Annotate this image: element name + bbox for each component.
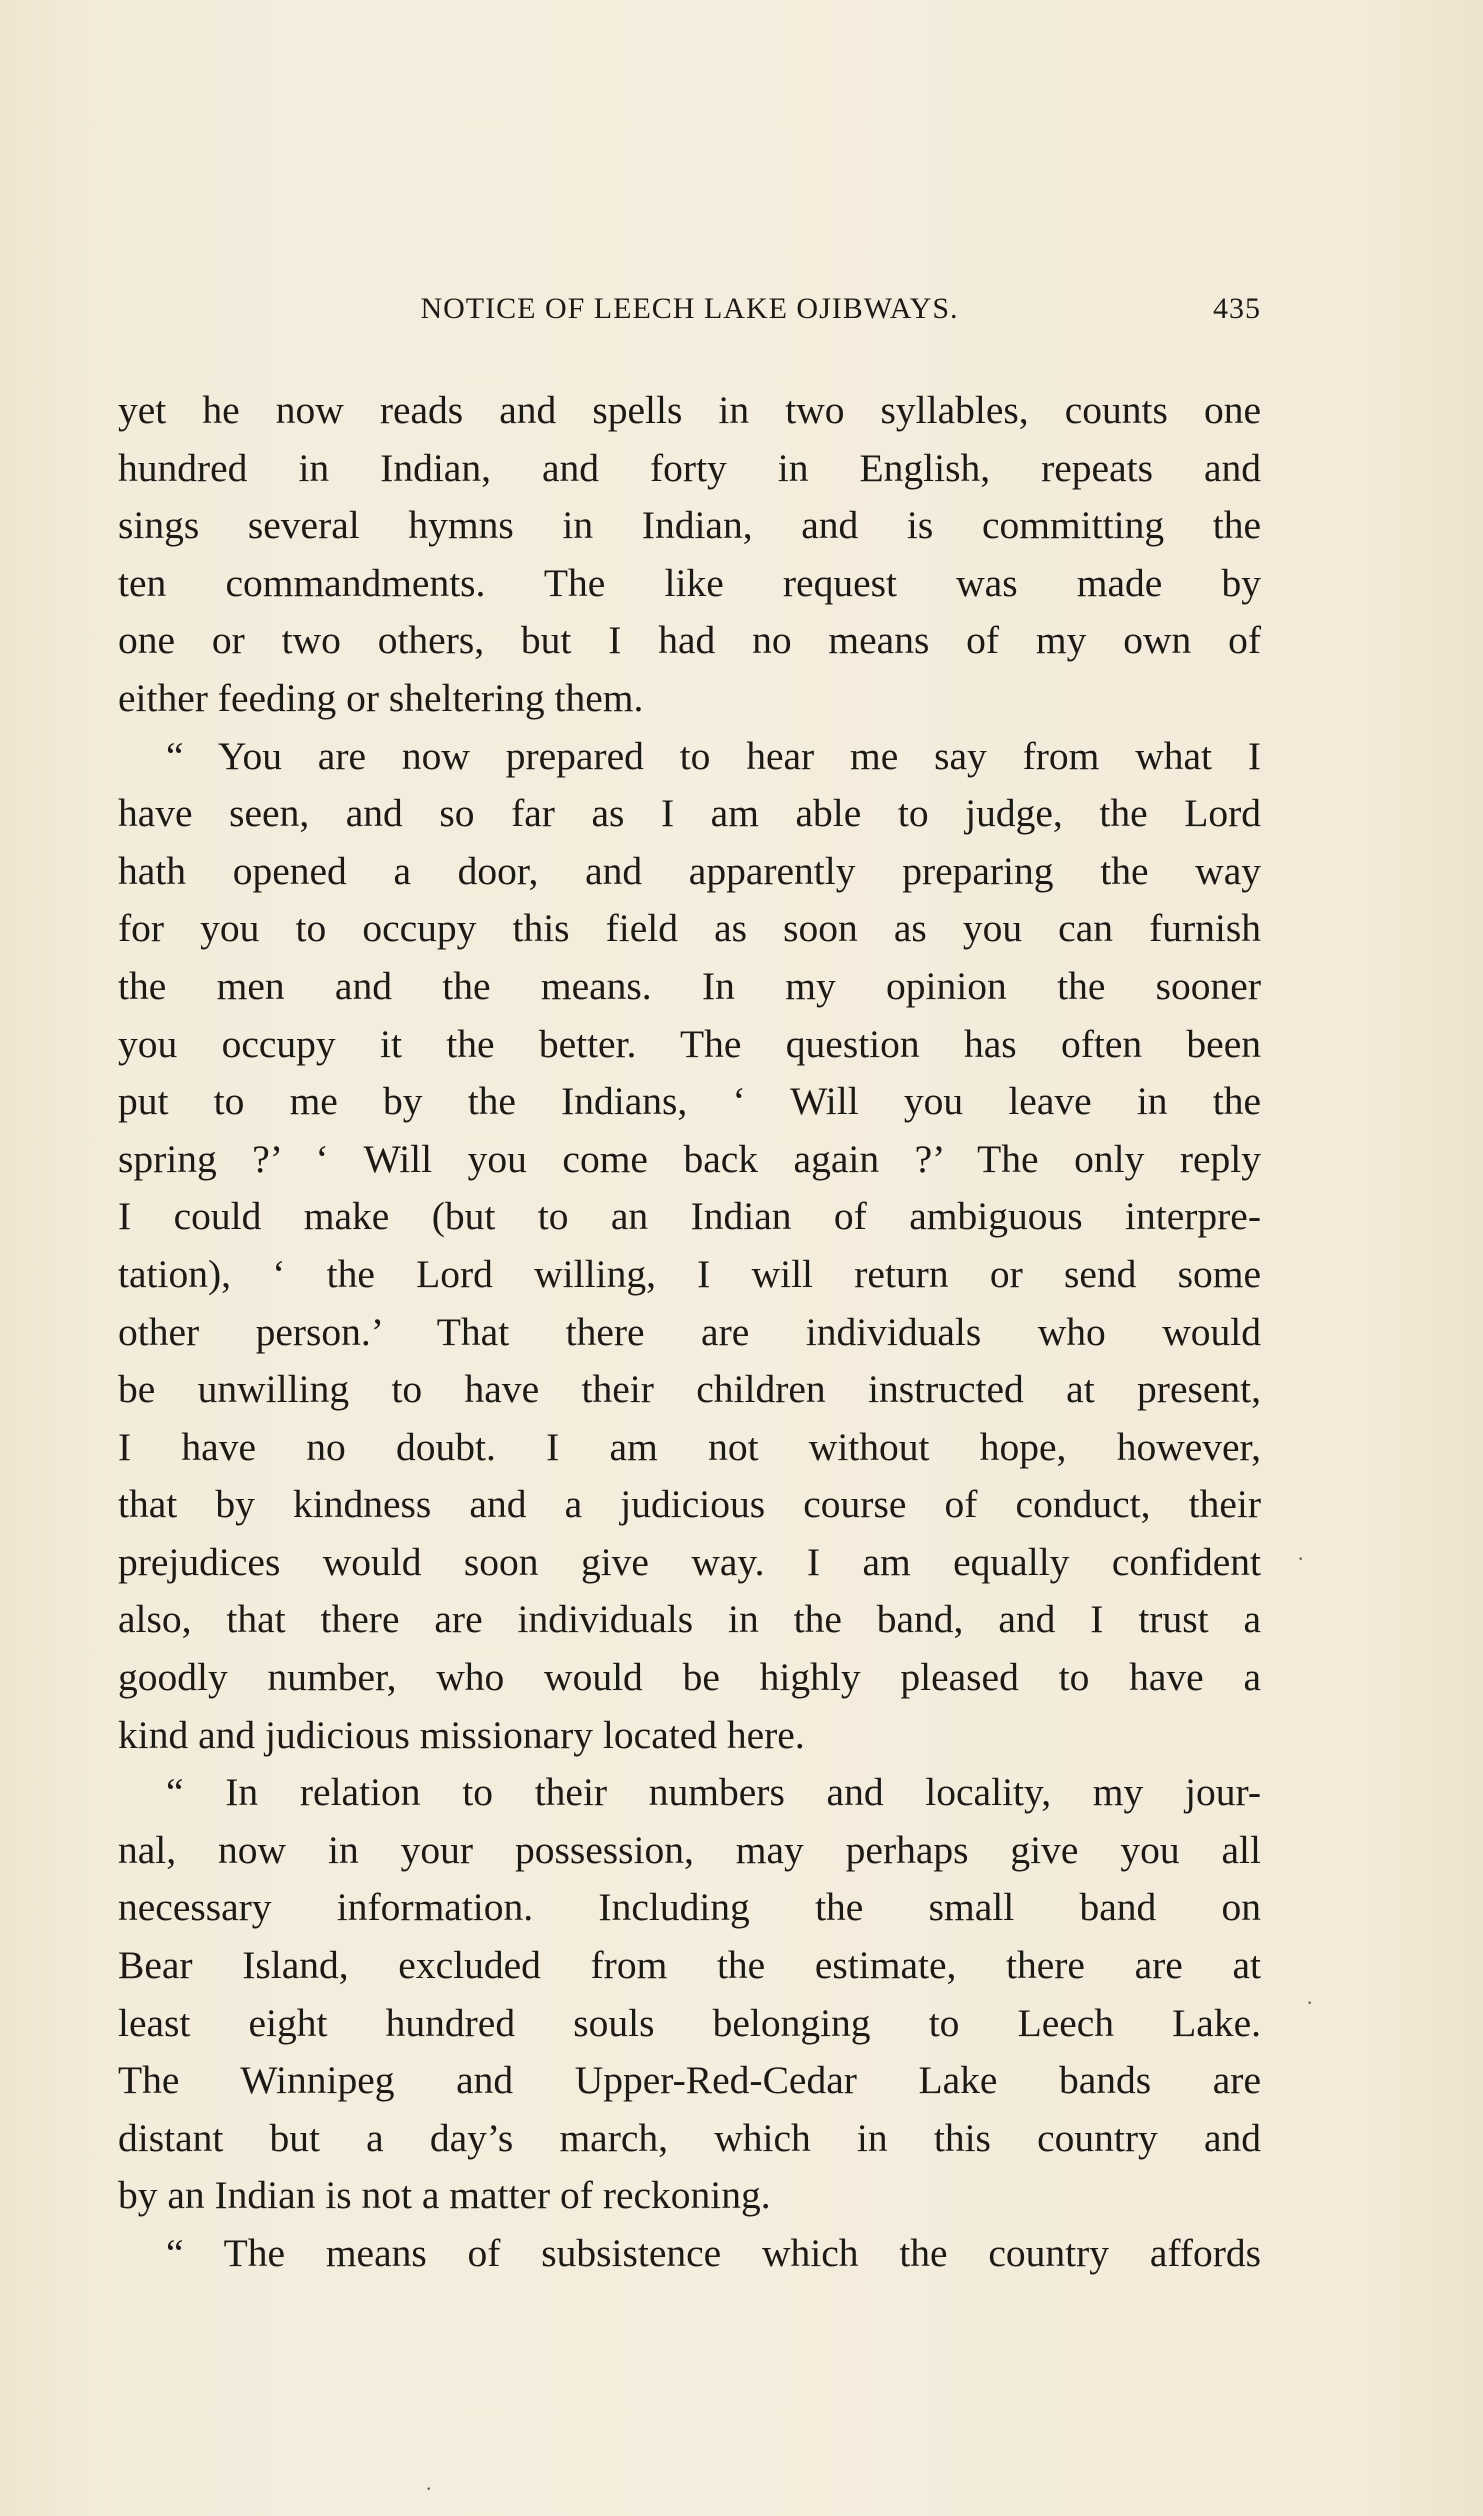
text-line: Bear Island, excluded from the estimate, there are at	[118, 1943, 1261, 1988]
text-line: have seen, and so far as I am able to judge, the Lord	[118, 791, 1261, 836]
text-line: hundred in Indian, and forty in English, repeats and	[118, 445, 1261, 490]
margin-speck: ·	[425, 2476, 433, 2501]
page-header	[118, 292, 1261, 342]
text-line: be unwilling to have their children instructed at present,	[118, 1367, 1261, 1412]
text-line: that by kindness and a judicious course of conduct, their	[118, 1482, 1261, 1527]
text-line: “ In relation to their numbers and locality, my jour-	[166, 1770, 1261, 1815]
margin-speck: ·	[1297, 1546, 1305, 1571]
text-line: I have no doubt. I am not without hope, however,	[118, 1424, 1261, 1469]
text-line: “ The means of subsistence which the country affords	[166, 2231, 1261, 2275]
text-line: least eight hundred souls belonging to Leech Lake.	[118, 2000, 1261, 2045]
text-line: The Winnipeg and Upper-Red-Cedar Lake bands are	[118, 2058, 1261, 2103]
text-line: the men and the means. In my opinion the sooner	[118, 963, 1261, 1008]
text-line: distant but a day’s march, which in this country and	[118, 2115, 1261, 2160]
body-text	[118, 382, 1261, 2283]
running-title: NOTICE OF LEECH LAKE OJIBWAYS.	[420, 292, 959, 325]
text-line: hath opened a door, and apparently preparing the way	[118, 848, 1261, 893]
text-line: kind and judicious missionary located here.	[118, 1712, 805, 1757]
text-line: necessary information. Including the small band on	[118, 1885, 1261, 1930]
text-line: spring ?’ ‘ Will you come back again ?’ The only reply	[118, 1136, 1261, 1181]
text-line: nal, now in your possession, may perhaps give you all	[118, 1827, 1261, 1872]
text-line: you occupy it the better. The question has often been	[118, 1021, 1261, 1066]
text-line: I could make (but to an Indian of ambiguous interpre-	[118, 1194, 1261, 1239]
text-line: goodly number, who would be highly pleased to have a	[118, 1655, 1261, 1700]
margin-speck: ·	[1306, 1990, 1314, 2015]
text-line: also, that there are individuals in the band, and I trust a	[118, 1597, 1261, 1642]
text-line: put to me by the Indians, ‘ Will you leave in the	[118, 1079, 1261, 1124]
text-line: either feeding or sheltering them.	[118, 675, 644, 720]
page-number: 435	[1213, 292, 1261, 325]
text-line: “ You are now prepared to hear me say from what I	[166, 733, 1261, 778]
text-line: one or two others, but I had no means of my own of	[118, 618, 1261, 663]
text-line: sings several hymns in Indian, and is committing the	[118, 503, 1261, 548]
text-line: other person.’ That there are individuals who would	[118, 1309, 1261, 1354]
text-line: yet he now reads and spells in two syllables, counts one	[118, 388, 1261, 432]
text-line: prejudices would soon give way. I am equally confident	[118, 1539, 1261, 1584]
text-line: ten commandments. The like request was made by	[118, 560, 1261, 605]
text-line: for you to occupy this field as soon as you can furnish	[118, 906, 1261, 951]
text-line: by an Indian is not a matter of reckoning.	[118, 2173, 771, 2218]
text-line: tation), ‘ the Lord willing, I will return or send some	[118, 1251, 1261, 1296]
